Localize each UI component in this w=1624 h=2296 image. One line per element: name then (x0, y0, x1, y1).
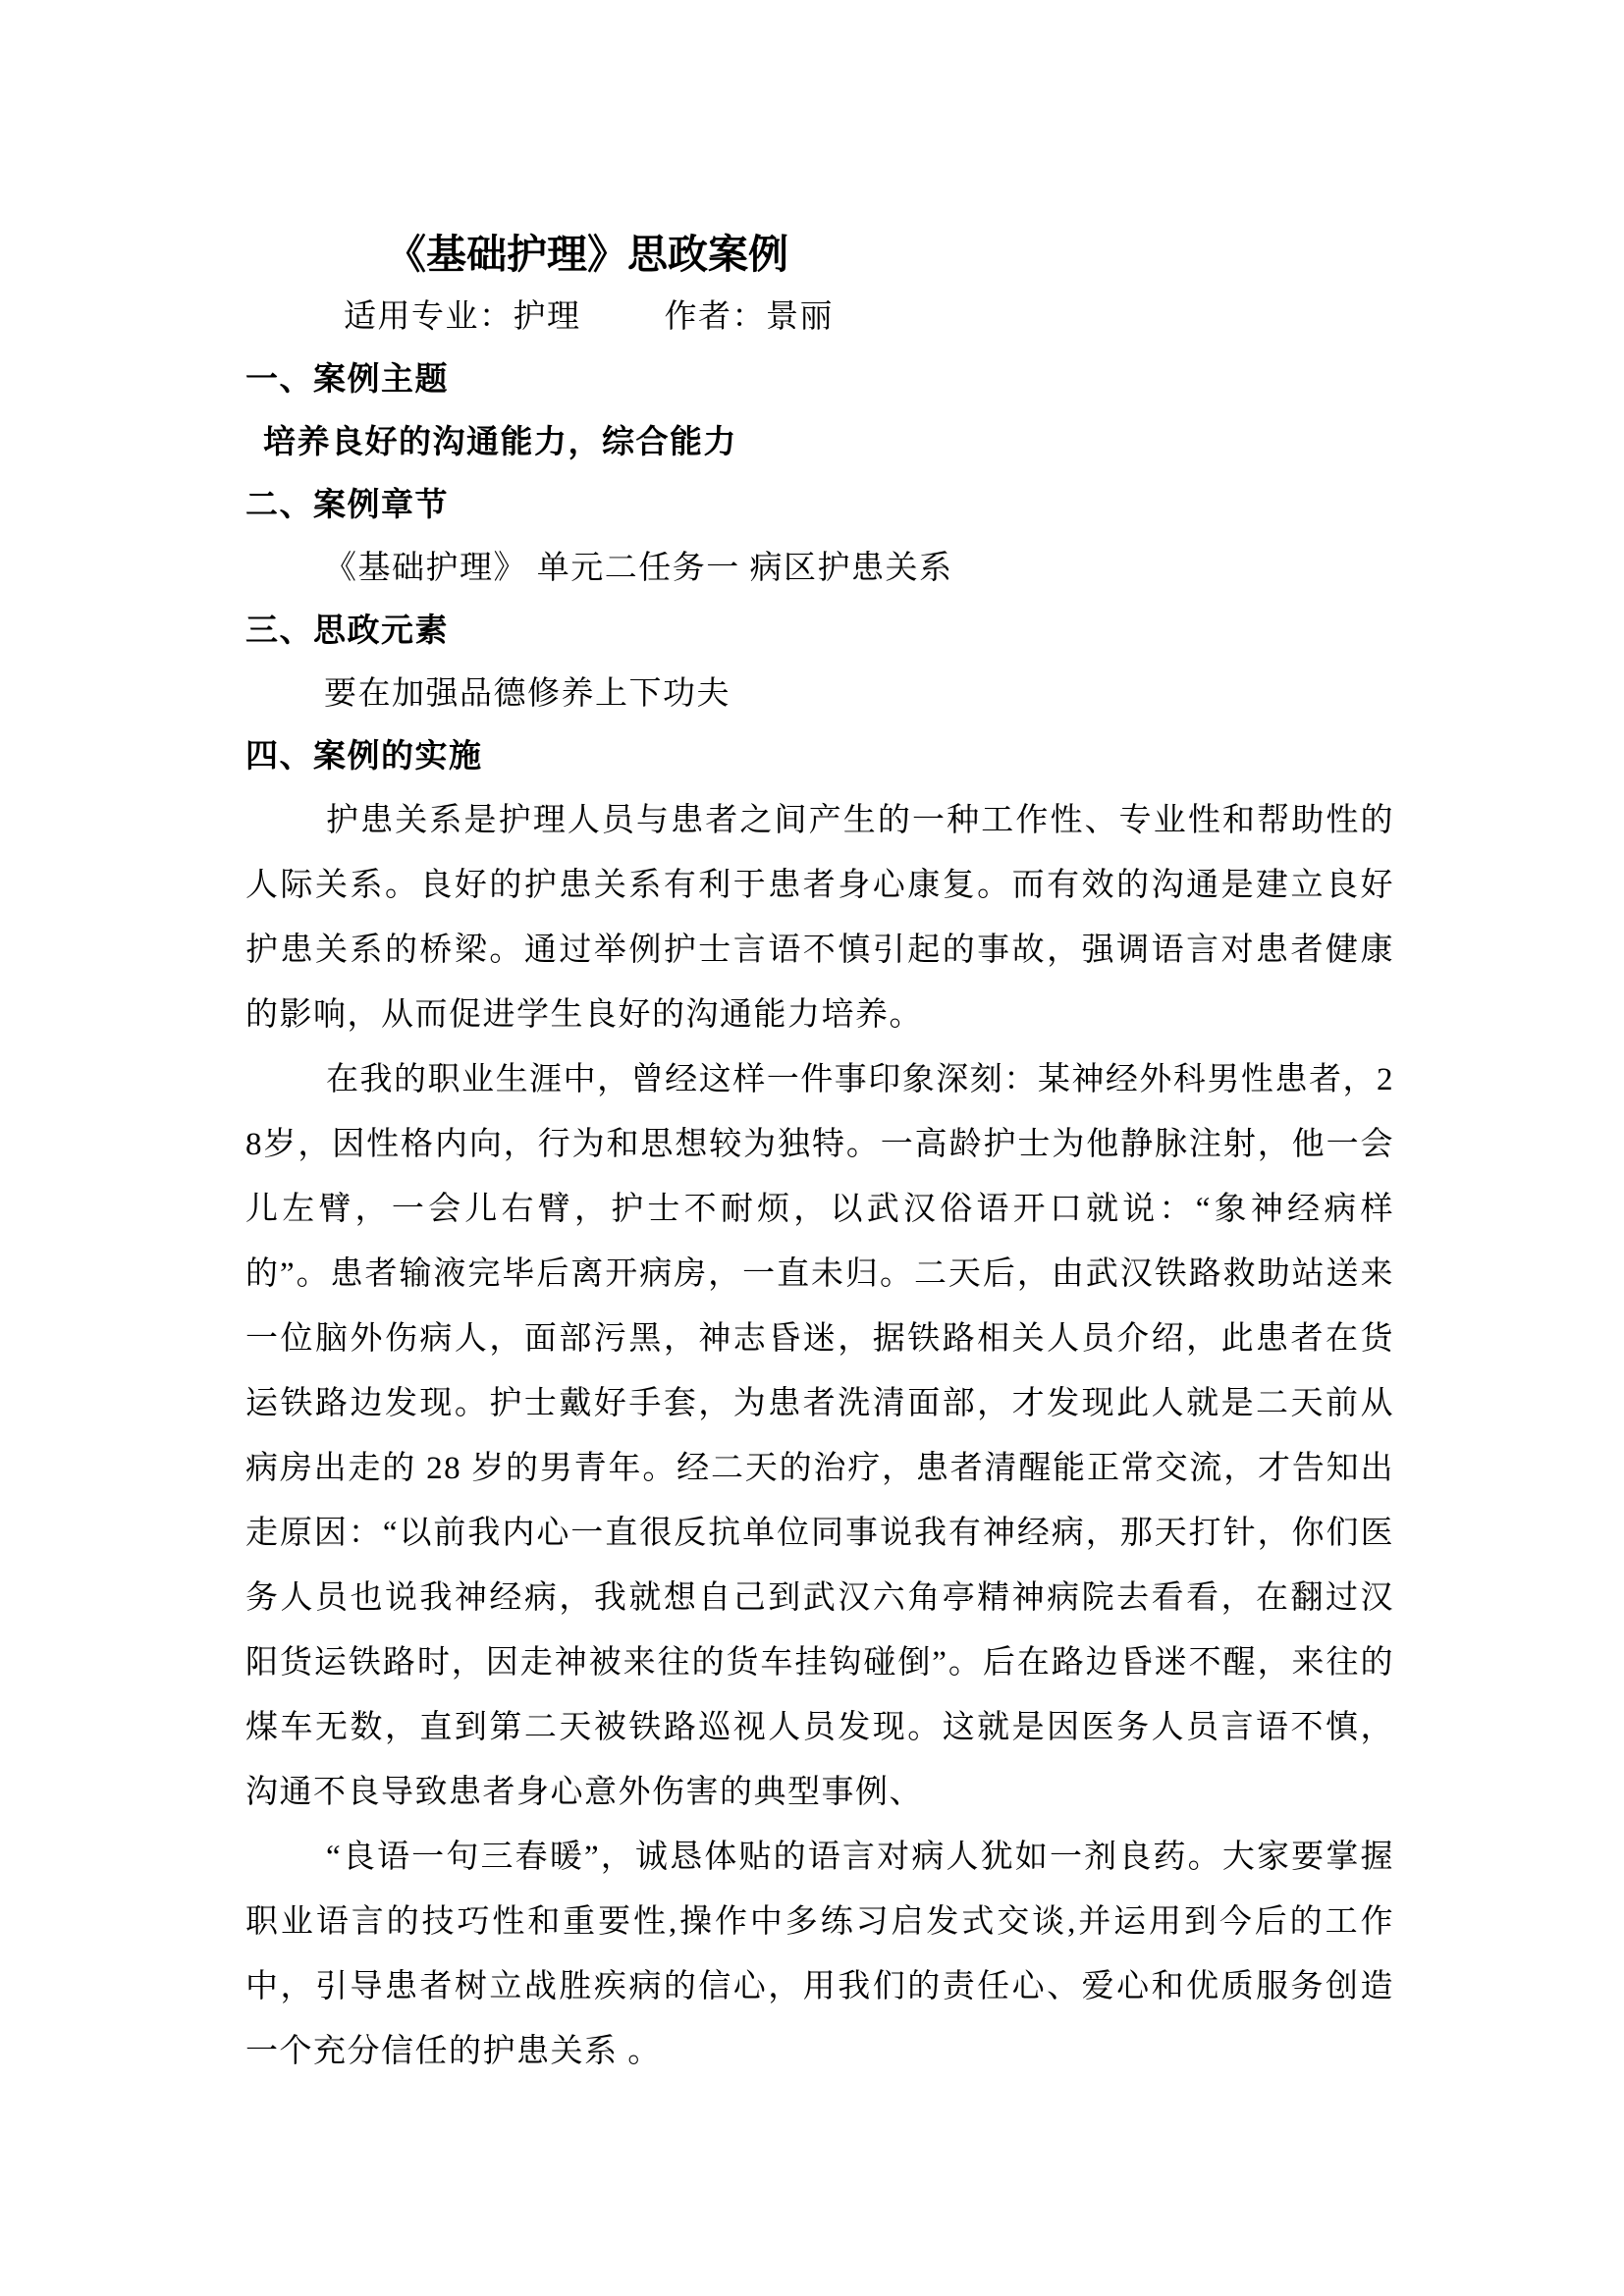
section-2-body-case-chapter: 《基础护理》 单元二任务一 病区护患关系 (324, 551, 953, 586)
implementation-paragraph-3: “良语一句三春暖”，诚恳体贴的语言对病人犹如一剂良药。大家要掌握职业语言的技巧性和重要性,操作中多练习启发式交谈,并运用到今后的工作中，引导患者树立战胜疾病的信心，用我们的责任心、爱心和优质服务创造一个充分信任的护患关系 。 (245, 1840, 1394, 2069)
section-3-heading: 三、思政元素 (245, 614, 449, 649)
applicable-major-label: 适用专业：护理 (344, 299, 581, 335)
document-title: 《基础护理》思政案例 (386, 232, 788, 277)
document-content (245, 223, 1394, 2084)
section-1-body-case-theme: 培养良好的沟通能力，综合能力 (263, 425, 737, 460)
implementation-paragraph-1: 护患关系是护理人员与患者之间产生的一种工作性、专业性和帮助性的人际关系。良好的护患关系有利于患者身心康复。而有效的沟通是建立良好护患关系的桥梁。通过举例护士言语不慎引起的事故，强调语言对患者健康的影响，从而促进学生良好的沟通能力培养。 (245, 803, 1394, 1033)
section-1-heading: 一、案例主题 (245, 362, 449, 398)
section-3-body-ideological-element: 要在加强品德修养上下功夫 (324, 676, 731, 712)
implementation-paragraph-2: 在我的职业生涯中，曾经这样一件事印象深刻：某神经外科男性患者，28岁，因性格内向，行为和思想较为独特。一高龄护士为他静脉注射，他一会儿左臂，一会儿右臂，护士不耐烦，以武汉俗语开口就说：“象神经病样的”。患者输液完毕后离开病房，一直未归。二天后，由武汉铁路救助站送来一位脑外伤病人，面部污黑，神志昏迷，据铁路相关人员介绍，此患者在货运铁路边发现。护士戴好手套，为患者洗清面部，才发现此人就是二天前从病房出走的 28 岁的男青年。经二天的治疗，患者清醒能正常交流，才告知出走原因：“以前我内心一直很反抗单位同事说我有神经病，那天打针，你们医务人员也说我神经病，我就想自己到武汉六角亭精神病院去看看，在翻过汉阳货运铁路时，因走神被来往的货车挂钩碰倒”。后在路边昏迷不醒，来往的煤车无数，直到第二天被铁路巡视人员发现。这就是因医务人员言语不慎，沟通不良导致患者身心意外伤害的典型事例、 (245, 1062, 1394, 1810)
section-4-heading: 四、案例的实施 (245, 739, 483, 774)
document-meta (344, 286, 1394, 348)
section-2-heading: 二、案例章节 (245, 488, 449, 523)
author-label: 作者：景丽 (664, 299, 834, 335)
